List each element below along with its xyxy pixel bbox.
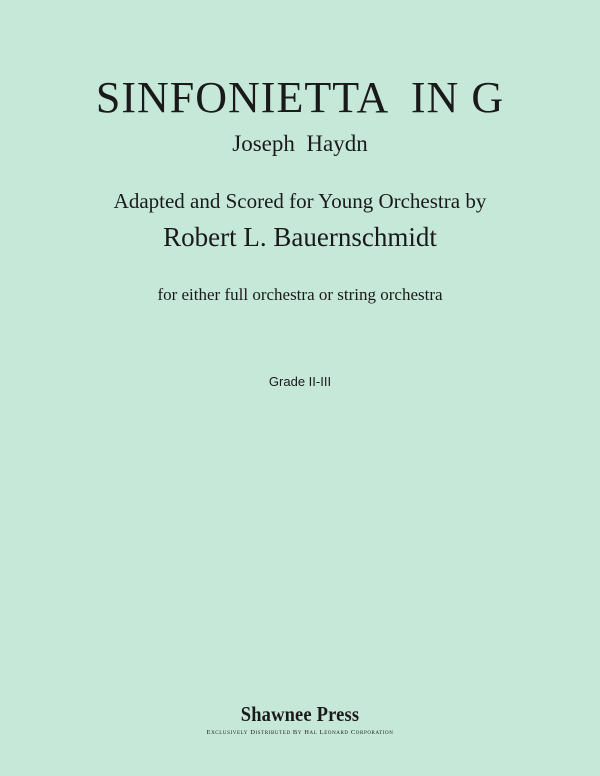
adapted-line: Adapted and Scored for Young Orchestra by: [113, 189, 487, 213]
grade-level: Grade II-III: [268, 374, 332, 389]
composer-name: Joseph Haydn: [232, 131, 368, 156]
instrumentation-note: for either full orchestra or string orchestra: [157, 285, 443, 304]
publisher-logo: Shawnee Press: [240, 702, 360, 726]
arranger-name: Robert L. Bauernschmidt: [163, 222, 437, 252]
cover-title: SINFONIETTA IN G: [95, 73, 505, 122]
distributor-line: Exclusively Distributed By Hal Leonard Corporation: [206, 729, 394, 736]
